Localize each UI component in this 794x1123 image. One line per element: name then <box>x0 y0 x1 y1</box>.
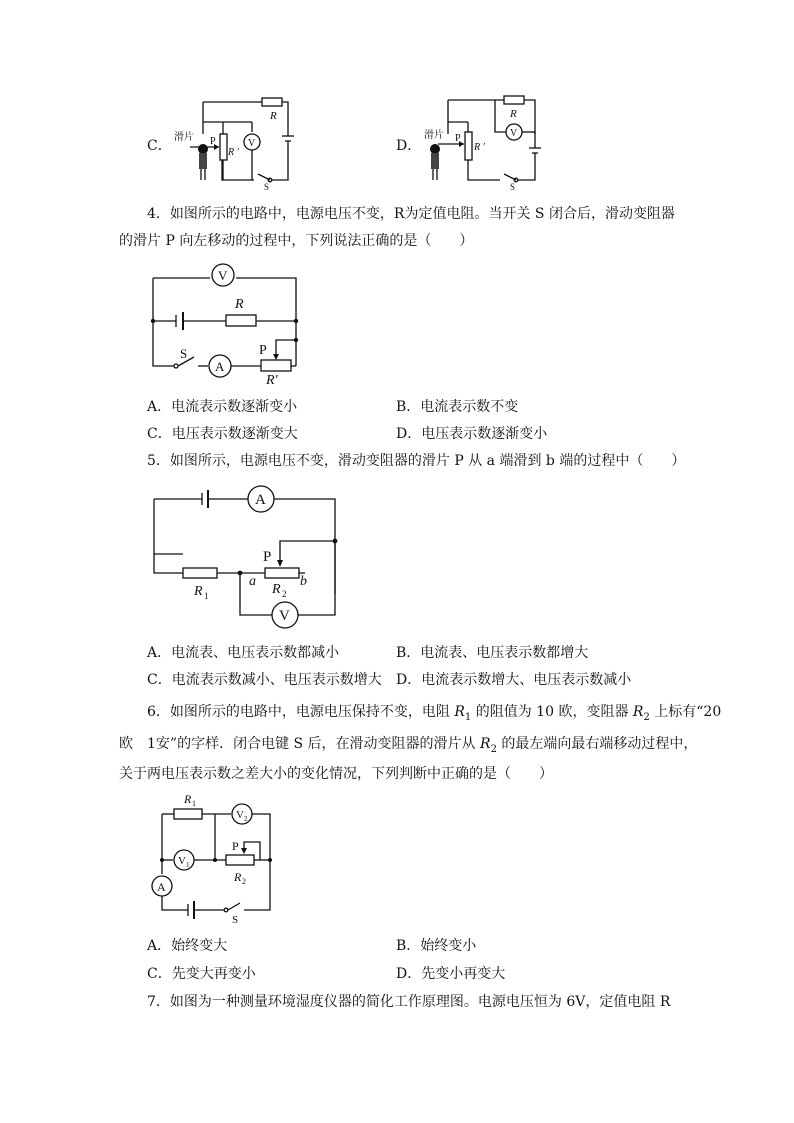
svg-text:S: S <box>232 914 239 926</box>
svg-text:2: 2 <box>282 589 287 599</box>
svg-text:A: A <box>215 359 225 374</box>
svg-text:b: b <box>300 574 307 589</box>
svg-text:R: R <box>184 792 192 806</box>
resistor-r <box>262 98 282 106</box>
svg-text:R: R <box>235 297 244 312</box>
svg-text:S: S <box>180 346 188 361</box>
question-7-line-1: 7．如图为一种测量环境湿度仪器的简化工作原理图。电源电压恒为 6V，定值电阻 R <box>147 994 671 1010</box>
svg-text:R: R <box>270 110 277 122</box>
q4-option-b[interactable]: B．电流表示数不变 <box>396 399 519 415</box>
q4-option-a[interactable]: A．电流表示数逐渐变小 <box>147 399 298 415</box>
question-4-line-2: 的滑片 P 向左移动的过程中，下列说法正确的是（ ） <box>119 233 474 249</box>
q6-option-c[interactable]: C．先变大再变小 <box>147 966 256 982</box>
svg-text:R′: R′ <box>266 373 278 388</box>
question-6-line-2: 欧 1安”的字样．闭合电键 S 后，在滑动变阻器的滑片从 $R_2$ 的最左端向最右端移动过程中， <box>119 736 698 755</box>
circuit-diagram-q4 <box>148 258 308 388</box>
svg-text:V: V <box>248 138 256 149</box>
question-6-line-1: 6．如图所示的电路中，电源电压保持不变，电阻 $R_1$ 的阻值为 10 欧，变阻器 $R_2$ 上标有“20 <box>147 704 722 723</box>
option-d-label: D． <box>396 138 422 154</box>
svg-text:R: R <box>510 108 517 120</box>
svg-text:a: a <box>249 574 256 589</box>
q5-option-b[interactable]: B．电流表、电压表示数都增大 <box>396 645 589 661</box>
circuit-diagram-d <box>420 92 560 190</box>
svg-text:P: P <box>259 343 267 358</box>
svg-text:A: A <box>255 492 266 508</box>
svg-text:V: V <box>178 855 186 867</box>
circuit-diagram-c <box>170 92 310 190</box>
svg-text:S: S <box>510 182 516 192</box>
svg-text:R: R <box>272 582 281 597</box>
svg-text:P: P <box>263 549 272 565</box>
svg-text:V: V <box>510 128 518 139</box>
q6-option-b[interactable]: B．始终变小 <box>396 938 477 954</box>
svg-text:V: V <box>236 809 244 821</box>
svg-text:滑片: 滑片 <box>424 130 444 141</box>
q6-option-d[interactable]: D．先变小再变大 <box>396 966 506 982</box>
svg-text:1: 1 <box>192 799 196 808</box>
q5-option-c[interactable]: C．电流表示数减小、电压表示数增大 <box>147 672 382 688</box>
svg-text:1: 1 <box>186 861 190 869</box>
q6-option-a[interactable]: A．始终变大 <box>147 938 228 954</box>
svg-text:2: 2 <box>244 815 248 823</box>
svg-text:R: R <box>234 870 242 884</box>
question-5-line-1: 5．如图所示，电源电压不变，滑动变阻器的滑片 P 从 a 端滑到 b 端的过程中（ ） <box>147 453 686 469</box>
svg-text:R ′: R ′ <box>474 142 485 153</box>
option-c-label: C． <box>147 138 172 154</box>
svg-text:R: R <box>194 584 203 599</box>
q4-option-d[interactable]: D．电压表示数逐渐变小 <box>396 426 548 442</box>
svg-text:R ′: R ′ <box>228 147 239 158</box>
q4-option-c[interactable]: C．电压表示数逐渐变大 <box>147 426 298 442</box>
svg-text:P: P <box>210 136 216 147</box>
svg-text:P: P <box>232 839 239 853</box>
q5-option-a[interactable]: A．电流表、电压表示数都减小 <box>147 645 340 661</box>
svg-text:V: V <box>279 608 290 624</box>
svg-text:A: A <box>157 880 166 894</box>
svg-text:V: V <box>218 268 228 283</box>
circuit-diagram-q6 <box>148 790 278 926</box>
svg-text:P: P <box>455 133 461 144</box>
svg-text:1: 1 <box>204 591 209 601</box>
circuit-diagram-q5 <box>150 482 345 632</box>
q5-option-d[interactable]: D．电流表示数增大、电压表示数减小 <box>396 672 632 688</box>
svg-text:S: S <box>264 182 270 192</box>
question-4-line-1: 4．如图所示的电路中，电源电压不变，R为定值电阻。当开关 S 闭合后，滑动变阻器 <box>147 206 675 222</box>
question-6-line-3: 关于两电压表示数之差大小的变化情况，下列判断中正确的是（ ） <box>119 766 553 782</box>
svg-text:2: 2 <box>242 877 246 886</box>
svg-text:滑片: 滑片 <box>174 132 194 143</box>
